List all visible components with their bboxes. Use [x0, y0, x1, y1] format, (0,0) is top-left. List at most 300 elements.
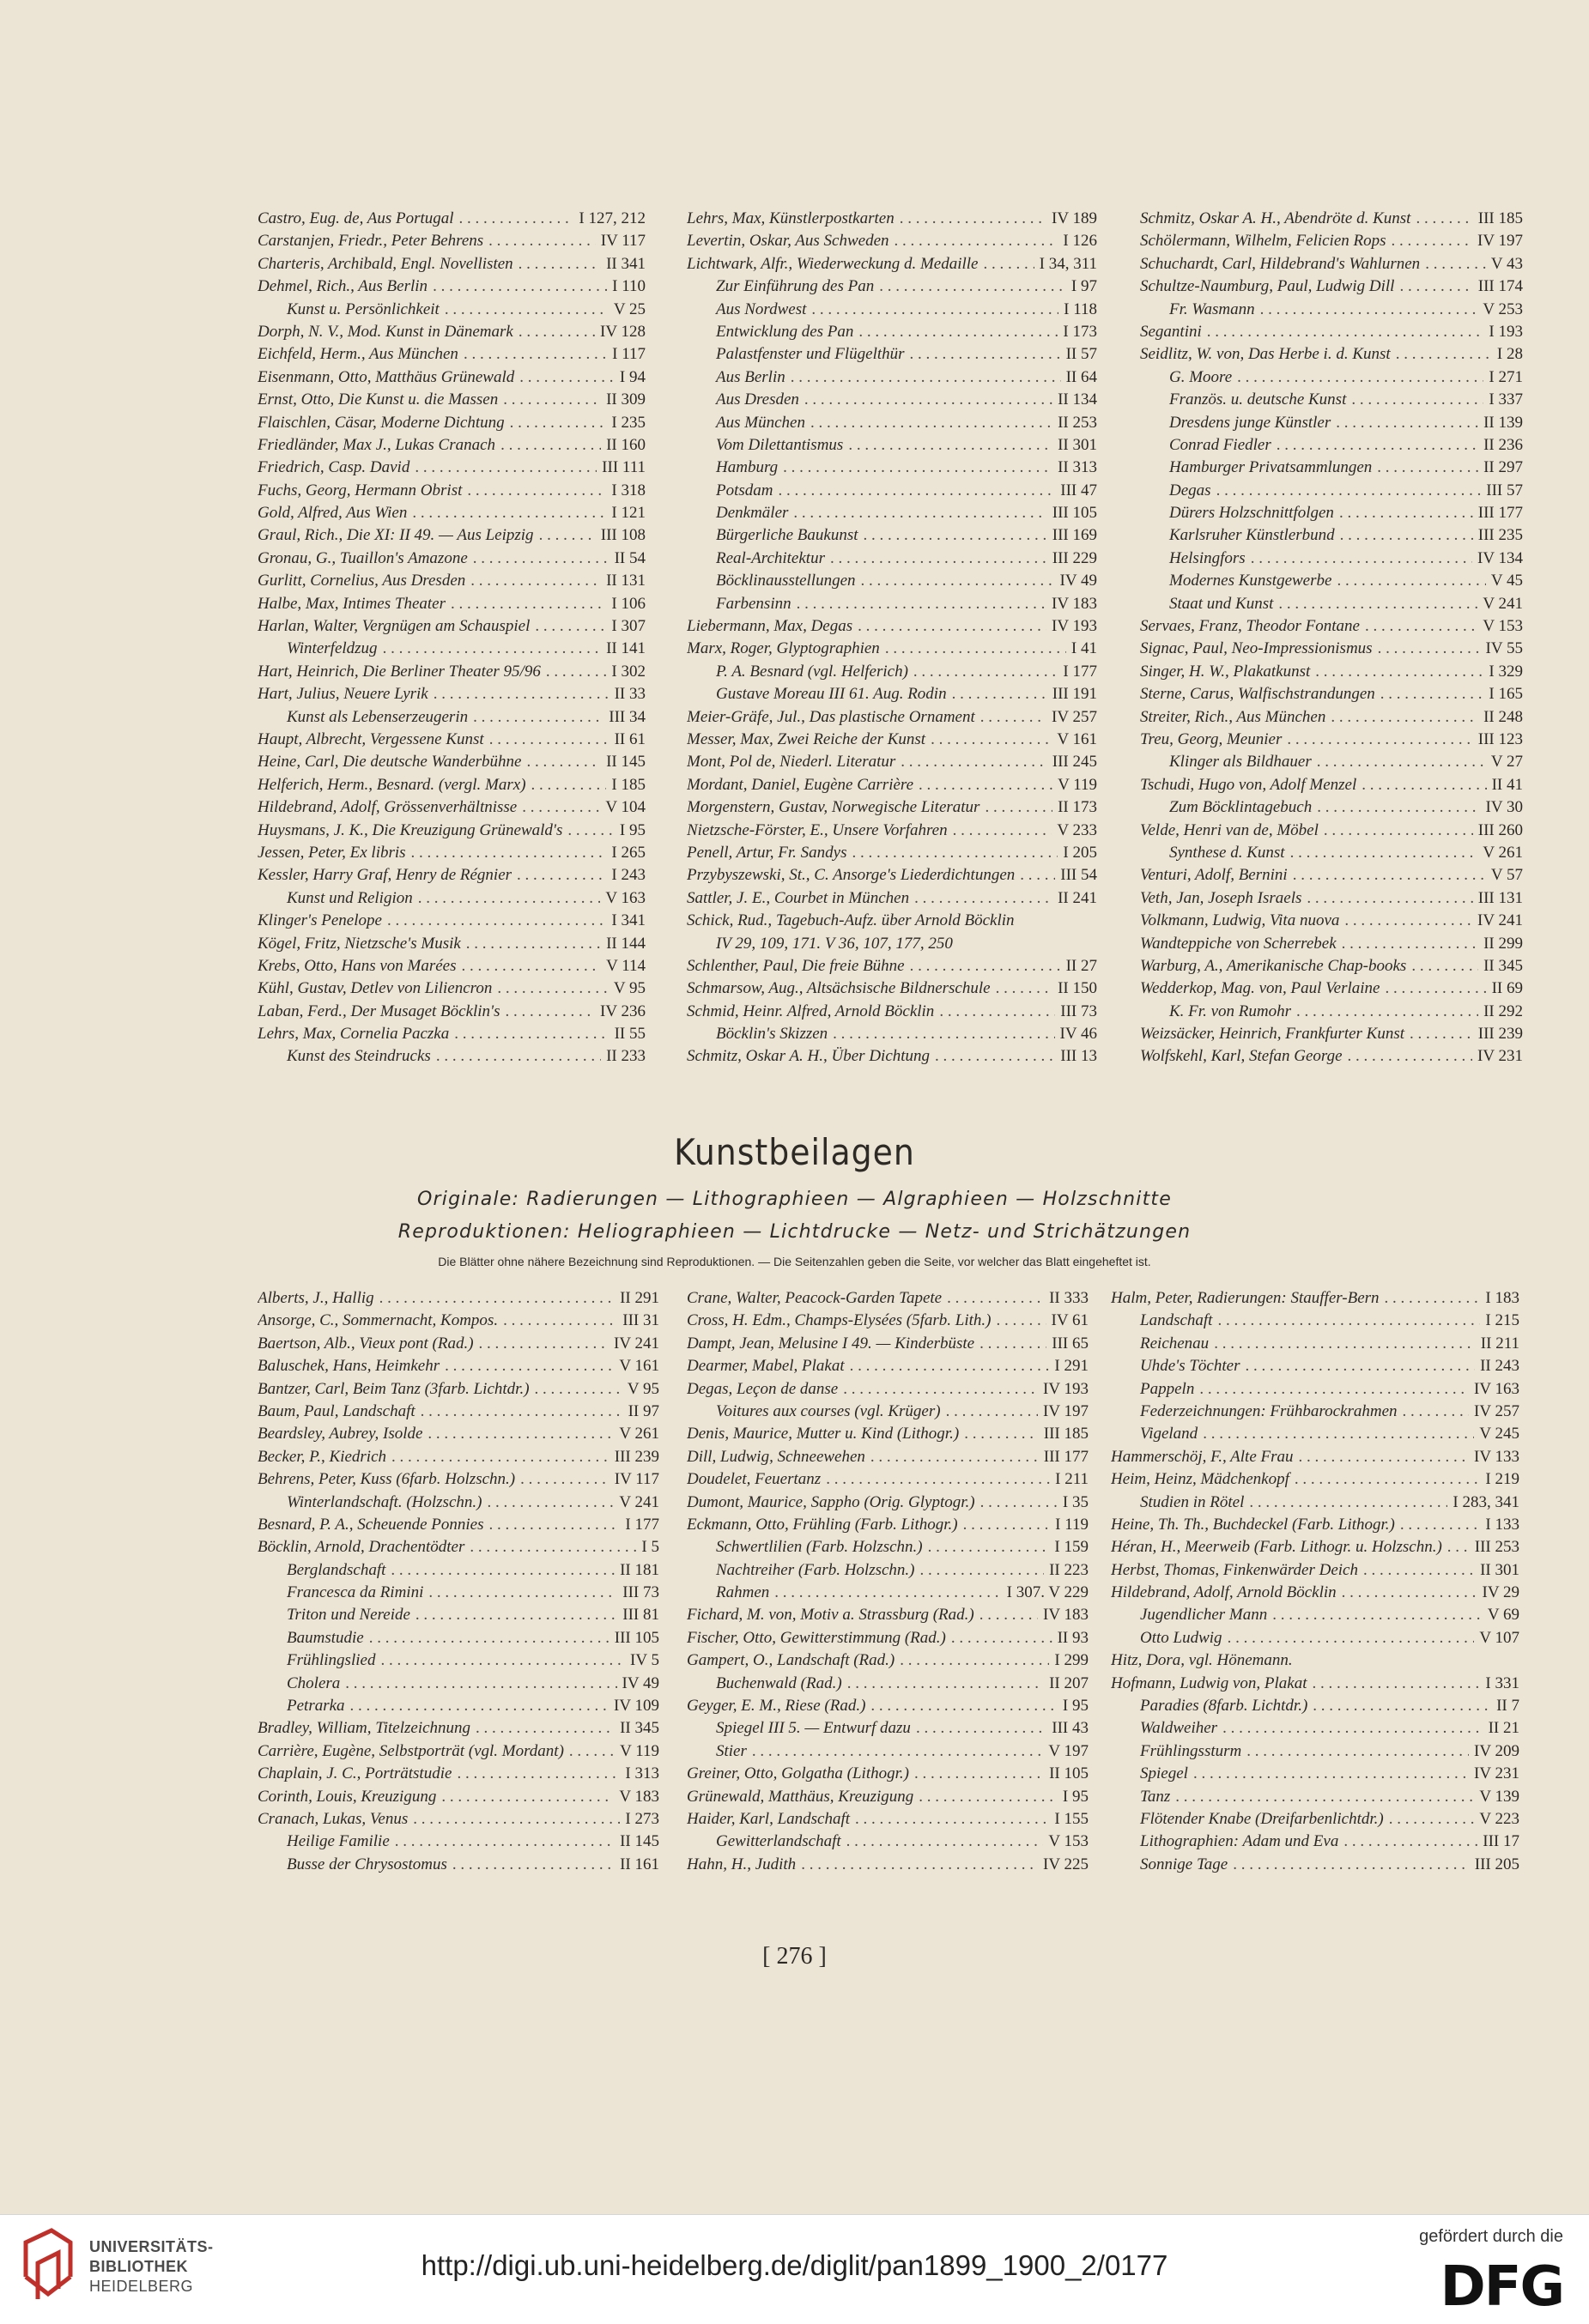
index-entry — [1140, 570, 1523, 592]
page-reference: I 318 — [606, 480, 646, 502]
page-reference: V 261 — [1477, 842, 1523, 864]
page-reference: I 110 — [607, 275, 646, 298]
page-reference: IV 49 — [617, 1673, 659, 1695]
page-reference: II 223 — [1044, 1559, 1089, 1582]
entry-text: Grünewald, Matthäus, Kreuzigung . . . — [687, 1786, 1089, 1808]
index-entry — [1140, 253, 1523, 275]
page-reference: I 165 — [1483, 683, 1523, 705]
page-reference: II 141 — [601, 638, 646, 660]
entry-text: Synthese d. Kunst . . . — [1140, 842, 1523, 864]
index-entry — [1140, 842, 1523, 864]
entry-text: Potsdam . . . — [687, 480, 1097, 502]
page-reference: III 239 — [610, 1446, 659, 1468]
page-reference: V 233 — [1052, 820, 1097, 842]
page-reference: III 239 — [1473, 1023, 1523, 1045]
page-reference: I 133 — [1480, 1514, 1519, 1536]
index-entry — [1140, 1023, 1523, 1045]
index-entry — [687, 1740, 1089, 1763]
page-reference: III 123 — [1473, 729, 1523, 751]
index-entry — [1111, 1355, 1519, 1377]
entry-text: Stier . . . — [687, 1740, 1089, 1763]
page-reference: V 241 — [1477, 593, 1523, 615]
page-reference: I 313 — [620, 1763, 659, 1785]
entry-text: Schmid, Heinr. Alfred, Arnold Böcklin . . . — [687, 1001, 1097, 1023]
index-entry — [258, 796, 646, 819]
page-reference: V 119 — [1052, 774, 1097, 796]
index-entry — [687, 1786, 1089, 1808]
index-entry — [687, 434, 1097, 457]
entry-text: Baertson, Alb., Vieux pont (Rad.) . . . — [258, 1333, 659, 1355]
page-reference: IV 231 — [1472, 1045, 1523, 1068]
page-reference: I 118 — [1058, 299, 1097, 321]
page-reference: I 291 — [1049, 1355, 1089, 1377]
entry-text: Degas, Leçon de danse . . . — [687, 1378, 1089, 1401]
page-reference: IV 61 — [1046, 1310, 1089, 1332]
index-entry — [258, 1673, 659, 1695]
entry-text: Geyger, E. M., Riese (Rad.) . . . — [687, 1695, 1089, 1717]
index-entry — [687, 480, 1097, 502]
page-reference: II 97 — [623, 1401, 659, 1423]
index-entry — [687, 457, 1097, 479]
page-reference: II 248 — [1478, 706, 1523, 729]
entry-text: Flötender Knabe (Dreifarbenlichtdr.) . . . — [1111, 1808, 1519, 1831]
index-entry — [1140, 321, 1523, 343]
index-entry — [1140, 683, 1523, 705]
page-reference: IV 134 — [1472, 548, 1523, 570]
page-reference: II 233 — [601, 1045, 646, 1068]
page-reference: II 64 — [1061, 366, 1097, 389]
index-entry — [687, 977, 1097, 1000]
viewer-footer — [0, 2214, 1589, 2324]
dfg-logo[interactable]: DFG — [1440, 2255, 1563, 2319]
entry-text: Hahn, H., Judith . . . — [687, 1854, 1089, 1876]
entry-text: Winterlandschaft. (Holzschn.) . . . — [258, 1492, 659, 1514]
page-reference: I 127, 212 — [573, 208, 646, 230]
index-entry — [258, 593, 646, 615]
page-reference: II 309 — [601, 389, 646, 411]
index-entry — [1111, 1673, 1519, 1695]
page-reference: V 119 — [615, 1740, 659, 1763]
index-entry — [687, 820, 1097, 842]
index-entry — [687, 1831, 1089, 1853]
index-entry — [1111, 1786, 1519, 1808]
entry-text: Hamburger Privatsammlungen . . . — [1140, 457, 1523, 479]
page-reference: I 35 — [1058, 1492, 1089, 1514]
entry-text: Ernst, Otto, Die Kunst u. die Massen . . . — [258, 389, 646, 411]
entry-text: Busse der Chrysostomus . . . — [258, 1854, 659, 1876]
index-entry — [1140, 1001, 1523, 1023]
index-entry — [1140, 343, 1523, 366]
entry-text: Servaes, Franz, Theodor Fontane . . . — [1140, 615, 1523, 638]
index-entry — [258, 253, 646, 275]
entry-text: Kunst u. Persönlichkeit . . . — [258, 299, 646, 321]
section-title: Kunstbeilagen — [674, 1131, 915, 1173]
index-entry — [687, 1559, 1089, 1582]
page-reference: II 301 — [1052, 434, 1097, 457]
page-reference: I 329 — [1483, 661, 1523, 683]
index-entry — [1140, 457, 1523, 479]
entry-text: Böcklin's Skizzen . . . — [687, 1023, 1097, 1045]
entry-text: Segantini . . . — [1140, 321, 1523, 343]
page-reference: I 117 — [607, 343, 646, 366]
page-reference: V 163 — [600, 887, 646, 910]
index-entry — [1140, 230, 1523, 252]
index-entry — [687, 887, 1097, 910]
index-entry — [1140, 729, 1523, 751]
index-entry — [1140, 366, 1523, 389]
index-entry — [258, 321, 646, 343]
entry-text: Velde, Henri van de, Möbel . . . — [1140, 820, 1523, 842]
entry-text: Castro, Eug. de, Aus Portugal . . . — [258, 208, 646, 230]
page-reference: V 139 — [1474, 1786, 1519, 1808]
entry-text: Eckmann, Otto, Frühling (Farb. Lithogr.) . . . — [687, 1514, 1089, 1536]
entry-text: Beardsley, Aubrey, Isolde . . . — [258, 1423, 659, 1445]
permalink-url[interactable]: http://digi.ub.uni-heidelberg.de/diglit/pan1899_1900_2/0177 — [421, 2249, 1168, 2281]
entry-text: Sattler, J. E., Courbet in München . . . — [687, 887, 1097, 910]
index-entry — [258, 1740, 659, 1763]
entry-text: Wandteppiche von Scherrebek . . . — [1140, 933, 1523, 955]
index-entry — [687, 275, 1097, 298]
index-entry — [258, 864, 646, 887]
page-reference: III 191 — [1047, 683, 1097, 705]
entry-text: Zur Einführung des Pan . . . — [687, 275, 1097, 298]
index-entry — [687, 343, 1097, 366]
index-entry — [687, 1423, 1089, 1445]
page-reference: III 57 — [1481, 480, 1523, 502]
index-entry — [687, 1514, 1089, 1536]
index-entry — [258, 1287, 659, 1310]
entry-text: Greiner, Otto, Golgatha (Lithogr.) . . . — [687, 1763, 1089, 1785]
entry-text: Bradley, William, Titelzeichnung . . . — [258, 1717, 659, 1740]
page-reference: II 145 — [601, 751, 646, 773]
page-reference: III 105 — [1047, 502, 1097, 524]
entry-text: Harlan, Walter, Vergnügen am Schauspiel . . . — [258, 615, 646, 638]
index-entry — [1111, 1854, 1519, 1876]
entry-text: Corinth, Louis, Kreuzigung . . . — [258, 1786, 659, 1808]
index-entry — [687, 1045, 1097, 1068]
index-entry — [687, 1582, 1089, 1604]
page-reference: I 126 — [1058, 230, 1097, 252]
entry-text: Wedderkop, Mag. von, Paul Verlaine . . . — [1140, 977, 1523, 1000]
page-reference: I 183 — [1480, 1287, 1519, 1310]
index-entry — [258, 1763, 659, 1785]
page-reference: III 65 — [1046, 1333, 1089, 1355]
entry-text: Haupt, Albrecht, Vergessene Kunst . . . — [258, 729, 646, 751]
entry-text: Lehrs, Max, Cornelia Paczka . . . — [258, 1023, 646, 1045]
entry-text: Winterfeldzug . . . — [258, 638, 646, 660]
entry-text: Aus München . . . — [687, 412, 1097, 434]
page-reference: V 45 — [1486, 570, 1523, 592]
originals-subtitle: Originale: Radierungen — Lithographieen — Algraphieen — Holzschnitte — [417, 1189, 1172, 1210]
index-entry — [687, 253, 1097, 275]
entry-text: Eichfeld, Herm., Aus München . . . — [258, 343, 646, 366]
page-reference: V 245 — [1474, 1423, 1519, 1445]
page-reference: II 341 — [601, 253, 646, 275]
entry-text: Levertin, Oskar, Aus Schweden . . . — [687, 230, 1097, 252]
page-reference: IV 241 — [609, 1333, 659, 1355]
index-entry — [687, 1468, 1089, 1491]
entry-text: Karlsruher Künstlerbund . . . — [1140, 524, 1523, 547]
page-reference: II 131 — [601, 570, 646, 592]
entry-text: Hart, Heinrich, Die Berliner Theater 95/96 . . . — [258, 661, 646, 683]
entry-text: Dampt, Jean, Melusine I 49. — Kinderbüste . . . — [687, 1333, 1089, 1355]
index-entry — [687, 751, 1097, 773]
page-reference: II 345 — [1478, 955, 1523, 977]
index-entry — [1140, 1045, 1523, 1068]
entry-text: Hammerschöj, F., Alte Frau . . . — [1111, 1446, 1519, 1468]
index-entry — [258, 977, 646, 1000]
index-entry — [1140, 389, 1523, 411]
index-entry — [687, 706, 1097, 729]
index-entry — [1140, 208, 1523, 230]
entry-text: Fuchs, Georg, Hermann Obrist . . . — [258, 480, 646, 502]
entry-text: Spiegel III 5. — Entwurf dazu . . . — [687, 1717, 1089, 1740]
index-entry — [258, 457, 646, 479]
entry-text: Schuchardt, Carl, Hildebrand's Wahlurnen . . . — [1140, 253, 1523, 275]
entry-text: Farbensinn . . . — [687, 593, 1097, 615]
index-entry — [1140, 955, 1523, 977]
index-entry — [687, 910, 1097, 932]
page-reference: II 139 — [1478, 412, 1523, 434]
entry-text: Klinger's Penelope . . . — [258, 910, 646, 932]
index-entry — [1140, 796, 1523, 819]
page-reference: IV 30 — [1481, 796, 1523, 819]
index-entry — [687, 299, 1097, 321]
page-reference: IV 29 — [1477, 1582, 1519, 1604]
page-reference: III 205 — [1470, 1854, 1519, 1876]
entry-text: Schmitz, Oskar A. H., Über Dichtung . . . — [687, 1045, 1097, 1068]
entry-text: Dill, Ludwig, Schneewehen . . . — [687, 1446, 1089, 1468]
page-reference: III 17 — [1477, 1831, 1519, 1853]
entry-text: Heim, Heinz, Mädchenkopf . . . — [1111, 1468, 1519, 1491]
index-entry — [258, 524, 646, 547]
index-entry — [258, 1808, 659, 1831]
index-entry — [258, 570, 646, 592]
page-reference: V 183 — [614, 1786, 659, 1808]
page-reference: I 173 — [1058, 321, 1097, 343]
index-entry — [687, 638, 1097, 660]
entry-text: Studien in Rötel . . . — [1111, 1492, 1519, 1514]
page-reference: IV 236 — [595, 1001, 646, 1023]
page-reference: I 299 — [1049, 1649, 1089, 1672]
entry-text: Dearmer, Mabel, Plakat . . . — [687, 1355, 1089, 1377]
index-entry — [687, 1695, 1089, 1717]
entry-text: Aus Nordwest . . . — [687, 299, 1097, 321]
entry-text: Pappeln . . . — [1111, 1378, 1519, 1401]
entry-text: Haider, Karl, Landschaft . . . — [687, 1808, 1089, 1831]
page-reference: II 243 — [1475, 1355, 1519, 1377]
page-reference: III 47 — [1055, 480, 1097, 502]
page-reference: I 215 — [1480, 1310, 1519, 1332]
page-reference: III 245 — [1047, 751, 1097, 773]
entry-text: Graul, Rich., Die XI: II 49. — Aus Leipzig . . . — [258, 524, 646, 547]
page-reference: III 177 — [1039, 1446, 1089, 1468]
page-reference: II 297 — [1478, 457, 1523, 479]
page-reference: V 261 — [614, 1423, 659, 1445]
page-reference: II 105 — [1044, 1763, 1089, 1785]
entry-text: Waldweiher . . . — [1111, 1717, 1519, 1740]
page-reference: II 333 — [1044, 1287, 1089, 1310]
index-entry — [1111, 1559, 1519, 1582]
entry-text: Baumstudie . . . — [258, 1627, 659, 1649]
entry-text: IV 29, 109, 171. V 36, 107, 177, 250 — [716, 934, 953, 953]
entry-text: Jugendlicher Mann . . . — [1111, 1604, 1519, 1626]
index-entry — [258, 1355, 659, 1377]
entry-text: Schlenther, Paul, Die freie Bühne . . . — [687, 955, 1097, 977]
index-entry — [687, 412, 1097, 434]
index-entry — [1140, 502, 1523, 524]
page-reference: IV 193 — [1038, 1378, 1089, 1401]
index-entry — [1111, 1287, 1519, 1310]
page-reference: V 223 — [1474, 1808, 1519, 1831]
entry-text: Schultze-Naumburg, Paul, Ludwig Dill . . . — [1140, 275, 1523, 298]
entry-text: Singer, H. W., Plakatkunst . . . — [1140, 661, 1523, 683]
index-entry — [1111, 1401, 1519, 1423]
index-entry — [1111, 1695, 1519, 1717]
entry-text: Real-Architektur . . . — [687, 548, 1097, 570]
index-entry — [687, 1446, 1089, 1468]
page-reference: I 94 — [615, 366, 646, 389]
index-entry — [687, 389, 1097, 411]
index-entry — [258, 1582, 659, 1604]
page-reference: II 27 — [1061, 955, 1097, 977]
page-reference: II 55 — [610, 1023, 646, 1045]
index-entry — [258, 1310, 659, 1332]
page-reference: II 54 — [610, 548, 646, 570]
page-reference: III 253 — [1470, 1536, 1519, 1558]
index-entry — [1140, 887, 1523, 910]
page-reference: V 95 — [609, 977, 646, 1000]
index-entry — [258, 1492, 659, 1514]
index-entry — [687, 1287, 1089, 1310]
page-reference: II 33 — [610, 683, 646, 705]
index-entry — [258, 683, 646, 705]
entry-text: Kessler, Harry Graf, Henry de Régnier . . . — [258, 864, 646, 887]
index-entry — [1111, 1717, 1519, 1740]
entry-text: Warburg, A., Amerikanische Chap-books . . . — [1140, 955, 1523, 977]
entry-text: Vigeland . . . — [1111, 1423, 1519, 1445]
entry-text: Otto Ludwig . . . — [1111, 1627, 1519, 1649]
entry-text: Hart, Julius, Neuere Lyrik . . . — [258, 683, 646, 705]
index-entry — [687, 774, 1097, 796]
page-reference: II 7 — [1491, 1695, 1519, 1717]
entry-text: Fr. Wasmann . . . — [1140, 299, 1523, 321]
index-entry — [687, 1333, 1089, 1355]
index-entry — [258, 774, 646, 796]
index-entry — [258, 751, 646, 773]
page-reference: IV 209 — [1469, 1740, 1519, 1763]
index-entry — [687, 1854, 1089, 1876]
entry-text: Streiter, Rich., Aus München . . . — [1140, 706, 1523, 729]
page-reference: V 69 — [1483, 1604, 1519, 1626]
page-reference: III 81 — [617, 1604, 659, 1626]
entry-text: Heilige Familie . . . — [258, 1831, 659, 1853]
entry-text: Nietzsche-Förster, E., Unsere Vorfahren . . . — [687, 820, 1097, 842]
index-entry — [258, 1423, 659, 1445]
page-reference: II 253 — [1052, 412, 1097, 434]
index-entry — [1140, 548, 1523, 570]
index-entry — [258, 208, 646, 230]
page-reference: I 283, 341 — [1447, 1492, 1519, 1514]
page-reference: II 292 — [1478, 1001, 1523, 1023]
page-reference: I 95 — [1058, 1695, 1089, 1717]
page-reference: II 161 — [615, 1854, 659, 1876]
entry-text: Spiegel . . . — [1111, 1763, 1519, 1785]
page-reference: I 219 — [1480, 1468, 1519, 1491]
index-column-1 — [258, 208, 646, 1068]
entry-text: Dumont, Maurice, Sappho (Orig. Glyptogr.) . . . — [687, 1492, 1089, 1514]
page-reference: I 271 — [1483, 366, 1523, 389]
index-entry — [258, 1536, 659, 1558]
entry-text: Marx, Roger, Glyptographien . . . — [687, 638, 1097, 660]
entry-text: Nachtreiher (Farb. Holzschn.) . . . — [687, 1559, 1089, 1582]
page-reference: IV 163 — [1469, 1378, 1519, 1401]
entry-text: Fichard, M. von, Motiv a. Strassburg (Rad.) . . . — [687, 1604, 1089, 1626]
index-entry — [687, 842, 1097, 864]
index-entry — [258, 1446, 659, 1468]
index-entry — [1140, 638, 1523, 660]
index-entry — [1111, 1740, 1519, 1763]
page-reference: I 193 — [1483, 321, 1523, 343]
page-reference: V 25 — [609, 299, 646, 321]
index-entry — [1111, 1423, 1519, 1445]
entry-text: Halbe, Max, Intimes Theater . . . — [258, 593, 646, 615]
index-entry — [258, 1604, 659, 1626]
index-entry — [258, 299, 646, 321]
index-entry — [687, 1355, 1089, 1377]
page-reference: IV 109 — [609, 1695, 659, 1717]
index-entry — [258, 1378, 659, 1401]
entry-text: Kunst als Lebenserzeugerin . . . — [258, 706, 646, 729]
page-reference: IV 117 — [610, 1468, 659, 1491]
index-entry — [1111, 1763, 1519, 1785]
page-reference: IV 193 — [1046, 615, 1097, 638]
index-entry — [258, 275, 646, 298]
entry-text: Aus Berlin . . . — [687, 366, 1097, 389]
sponsor-label: gefördert durch die — [1419, 2227, 1563, 2246]
page-reference: II 69 — [1487, 977, 1523, 1000]
entry-text: Venturi, Adolf, Bernini . . . — [1140, 864, 1523, 887]
entry-text: Heine, Th. Th., Buchdeckel (Farb. Lithogr.) . . . — [1111, 1514, 1519, 1536]
entry-text: Helsingfors . . . — [1140, 548, 1523, 570]
page-reference: I 205 — [1058, 842, 1097, 864]
page-reference: III 108 — [596, 524, 646, 547]
institution-name[interactable]: UNIVERSITÄTS- BIBLIOTHEK HEIDELBERG — [89, 2238, 214, 2295]
page-reference: II 301 — [1475, 1559, 1519, 1582]
entry-text: Conrad Fiedler . . . — [1140, 434, 1523, 457]
page-reference: III 34 — [603, 706, 646, 729]
page-number: [ 276 ] — [762, 1943, 827, 1970]
page-reference: V 153 — [1477, 615, 1523, 638]
entry-text: K. Fr. von Rumohr . . . — [1140, 1001, 1523, 1023]
index-entry — [258, 343, 646, 366]
index-entry — [687, 366, 1097, 389]
page-reference: III 131 — [1473, 887, 1523, 910]
index-entry — [687, 1536, 1089, 1558]
page-reference: I 95 — [1058, 1786, 1089, 1808]
index-entry — [1111, 1536, 1519, 1558]
entry-text: Triton und Nereide . . . — [258, 1604, 659, 1626]
entry-text: Fischer, Otto, Gewitterstimmung (Rad.) . . . — [687, 1627, 1089, 1649]
entry-text: Dürers Holzschnittfolgen . . . — [1140, 502, 1523, 524]
index-entry — [258, 638, 646, 660]
entry-text: Französ. u. deutsche Kunst . . . — [1140, 389, 1523, 411]
entry-text: Staat und Kunst . . . — [1140, 593, 1523, 615]
index-entry — [258, 1468, 659, 1491]
page-reference: IV 55 — [1481, 638, 1523, 660]
index-entry — [1140, 910, 1523, 932]
index-entry — [1140, 820, 1523, 842]
